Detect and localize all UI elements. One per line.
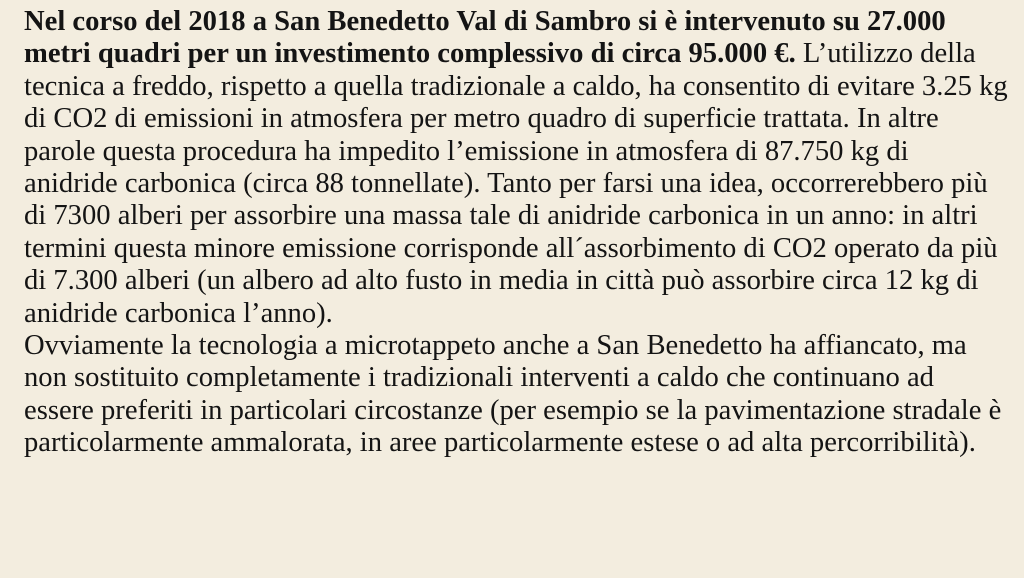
paragraph-investment <box>24 6 1008 330</box>
paragraph-lead-bold: Nel corso del 2018 a San Benedetto Val di Sambro si è intervenuto su 27.000 metri quadri per un investimento complessivo di circa 95.000 €. <box>24 6 946 70</box>
paragraph-body: Ovviamente la tecnologia a microtappeto anche a San Benedetto ha affiancato, ma non sostituito completamente i tradizionali interventi a caldo che continuano ad essere preferiti in particolari circostanze (per esempio se la pavimentazione stradale è particolarmente ammalorata, in aree particolarmente estese o ad alta percorribilità). <box>24 330 1002 459</box>
paragraph-technology <box>24 330 1008 460</box>
paragraph-body: L’utilizzo della tecnica a freddo, rispetto a quella tradizionale a caldo, ha consentito di evitare 3.25 kg di CO2 di emissioni in atmosfera per metro quadro di superficie trattata. In altre parole questa procedura ha impedito l’emissione in atmosfera di 87.750 kg di anidride carbonica (circa 88 tonnellate). Tanto per farsi una idea, occorrerebbero più di 7300 alberi per assorbire una massa tale di anidride carbonica in un anno: in altri termini questa minore emissione corrisponde all´assorbimento di CO2 operato da più di 7.300 alberi (un albero ad alto fusto in media in città può assorbire circa 12 kg di anidride carbonica l’anno). <box>24 38 1008 329</box>
